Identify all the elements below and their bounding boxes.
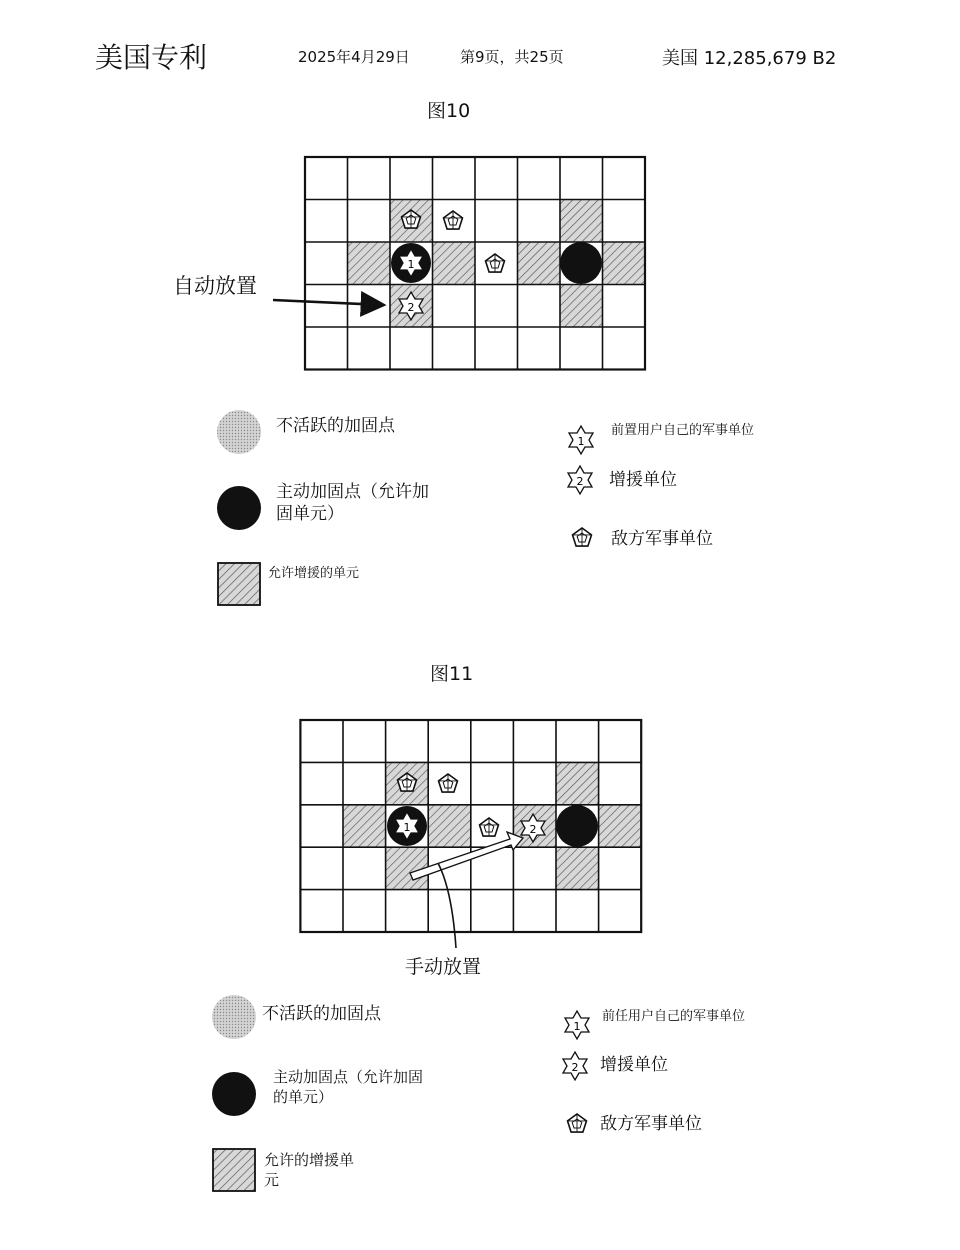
fig11-legend-allowed-label: 允许的增援单元 bbox=[264, 1151, 355, 1189]
reinforcement-unit-number: 2 bbox=[407, 301, 415, 314]
allowed-cell-swatch bbox=[213, 1149, 255, 1191]
figure-11-legend bbox=[212, 995, 589, 1191]
fig10-legend-own-label: 前置用户自己的军事单位 bbox=[611, 423, 755, 438]
inactive-point-swatch bbox=[212, 995, 256, 1039]
fig11-legend-active-label: 主动加固点（允许加固的单元） bbox=[273, 1068, 424, 1106]
figure-10-title: 图10 bbox=[427, 100, 471, 122]
figure-11-board bbox=[300, 720, 641, 948]
enemy-legend-icon bbox=[568, 1114, 587, 1132]
enemy-unit-icon bbox=[486, 254, 505, 272]
active-point-swatch bbox=[217, 486, 261, 530]
enemy-unit-icon bbox=[439, 774, 458, 792]
legend-own-unit-number: 1 bbox=[573, 1020, 581, 1033]
own-unit-number: 1 bbox=[403, 821, 411, 834]
figure-10-board bbox=[273, 157, 645, 370]
active-point-swatch bbox=[212, 1072, 256, 1116]
enemy-unit-icon bbox=[444, 211, 463, 229]
legend-reinforcement-number: 2 bbox=[571, 1061, 579, 1074]
fig10-legend-enemy-label: 敌方军事单位 bbox=[611, 529, 713, 549]
active-reinforcement-point bbox=[560, 242, 602, 284]
figure-10-callout: 自动放置 bbox=[173, 274, 257, 298]
enemy-unit-icon bbox=[480, 818, 499, 836]
publication-date: 2025年4月29日 bbox=[298, 48, 410, 66]
patent-number: 美国 12,285,679 B2 bbox=[662, 48, 837, 69]
fig11-legend-reinforce-label: 增援单位 bbox=[600, 1055, 668, 1075]
fig10-legend-inactive-label: 不活跃的加固点 bbox=[276, 416, 395, 436]
page-indicator: 第9页，共25页 bbox=[460, 48, 564, 66]
manual-placement-leader bbox=[438, 863, 456, 948]
fig11-legend-own-label: 前任用户自己的军事单位 bbox=[602, 1009, 746, 1024]
legend-reinforcement-number: 2 bbox=[576, 475, 584, 488]
allowed-cell-swatch bbox=[218, 563, 260, 605]
figure-11-title: 图11 bbox=[430, 663, 474, 685]
enemy-legend-icon bbox=[573, 528, 592, 546]
figure-10-legend bbox=[217, 410, 593, 605]
fig11-legend-enemy-label: 敌方军事单位 bbox=[600, 1114, 702, 1134]
inactive-point-swatch bbox=[217, 410, 261, 454]
patent-office-title: 美国专利 bbox=[95, 41, 208, 74]
fig10-legend-reinforce-label: 增援单位 bbox=[609, 470, 677, 490]
own-unit-number: 1 bbox=[407, 258, 415, 271]
auto-placement-arrow bbox=[273, 300, 384, 305]
fig10-legend-allowed-label: 允许增援的单元 bbox=[268, 566, 360, 581]
fig11-legend-inactive-label: 不活跃的加固点 bbox=[262, 1004, 381, 1024]
fig10-legend-active-label: 主动加固点（允许加固单元） bbox=[276, 482, 429, 524]
reinforcement-unit-number: 2 bbox=[529, 823, 537, 836]
figure-11-callout: 手动放置 bbox=[405, 956, 482, 978]
legend-own-unit-number: 1 bbox=[577, 435, 585, 448]
active-reinforcement-point bbox=[556, 805, 598, 847]
